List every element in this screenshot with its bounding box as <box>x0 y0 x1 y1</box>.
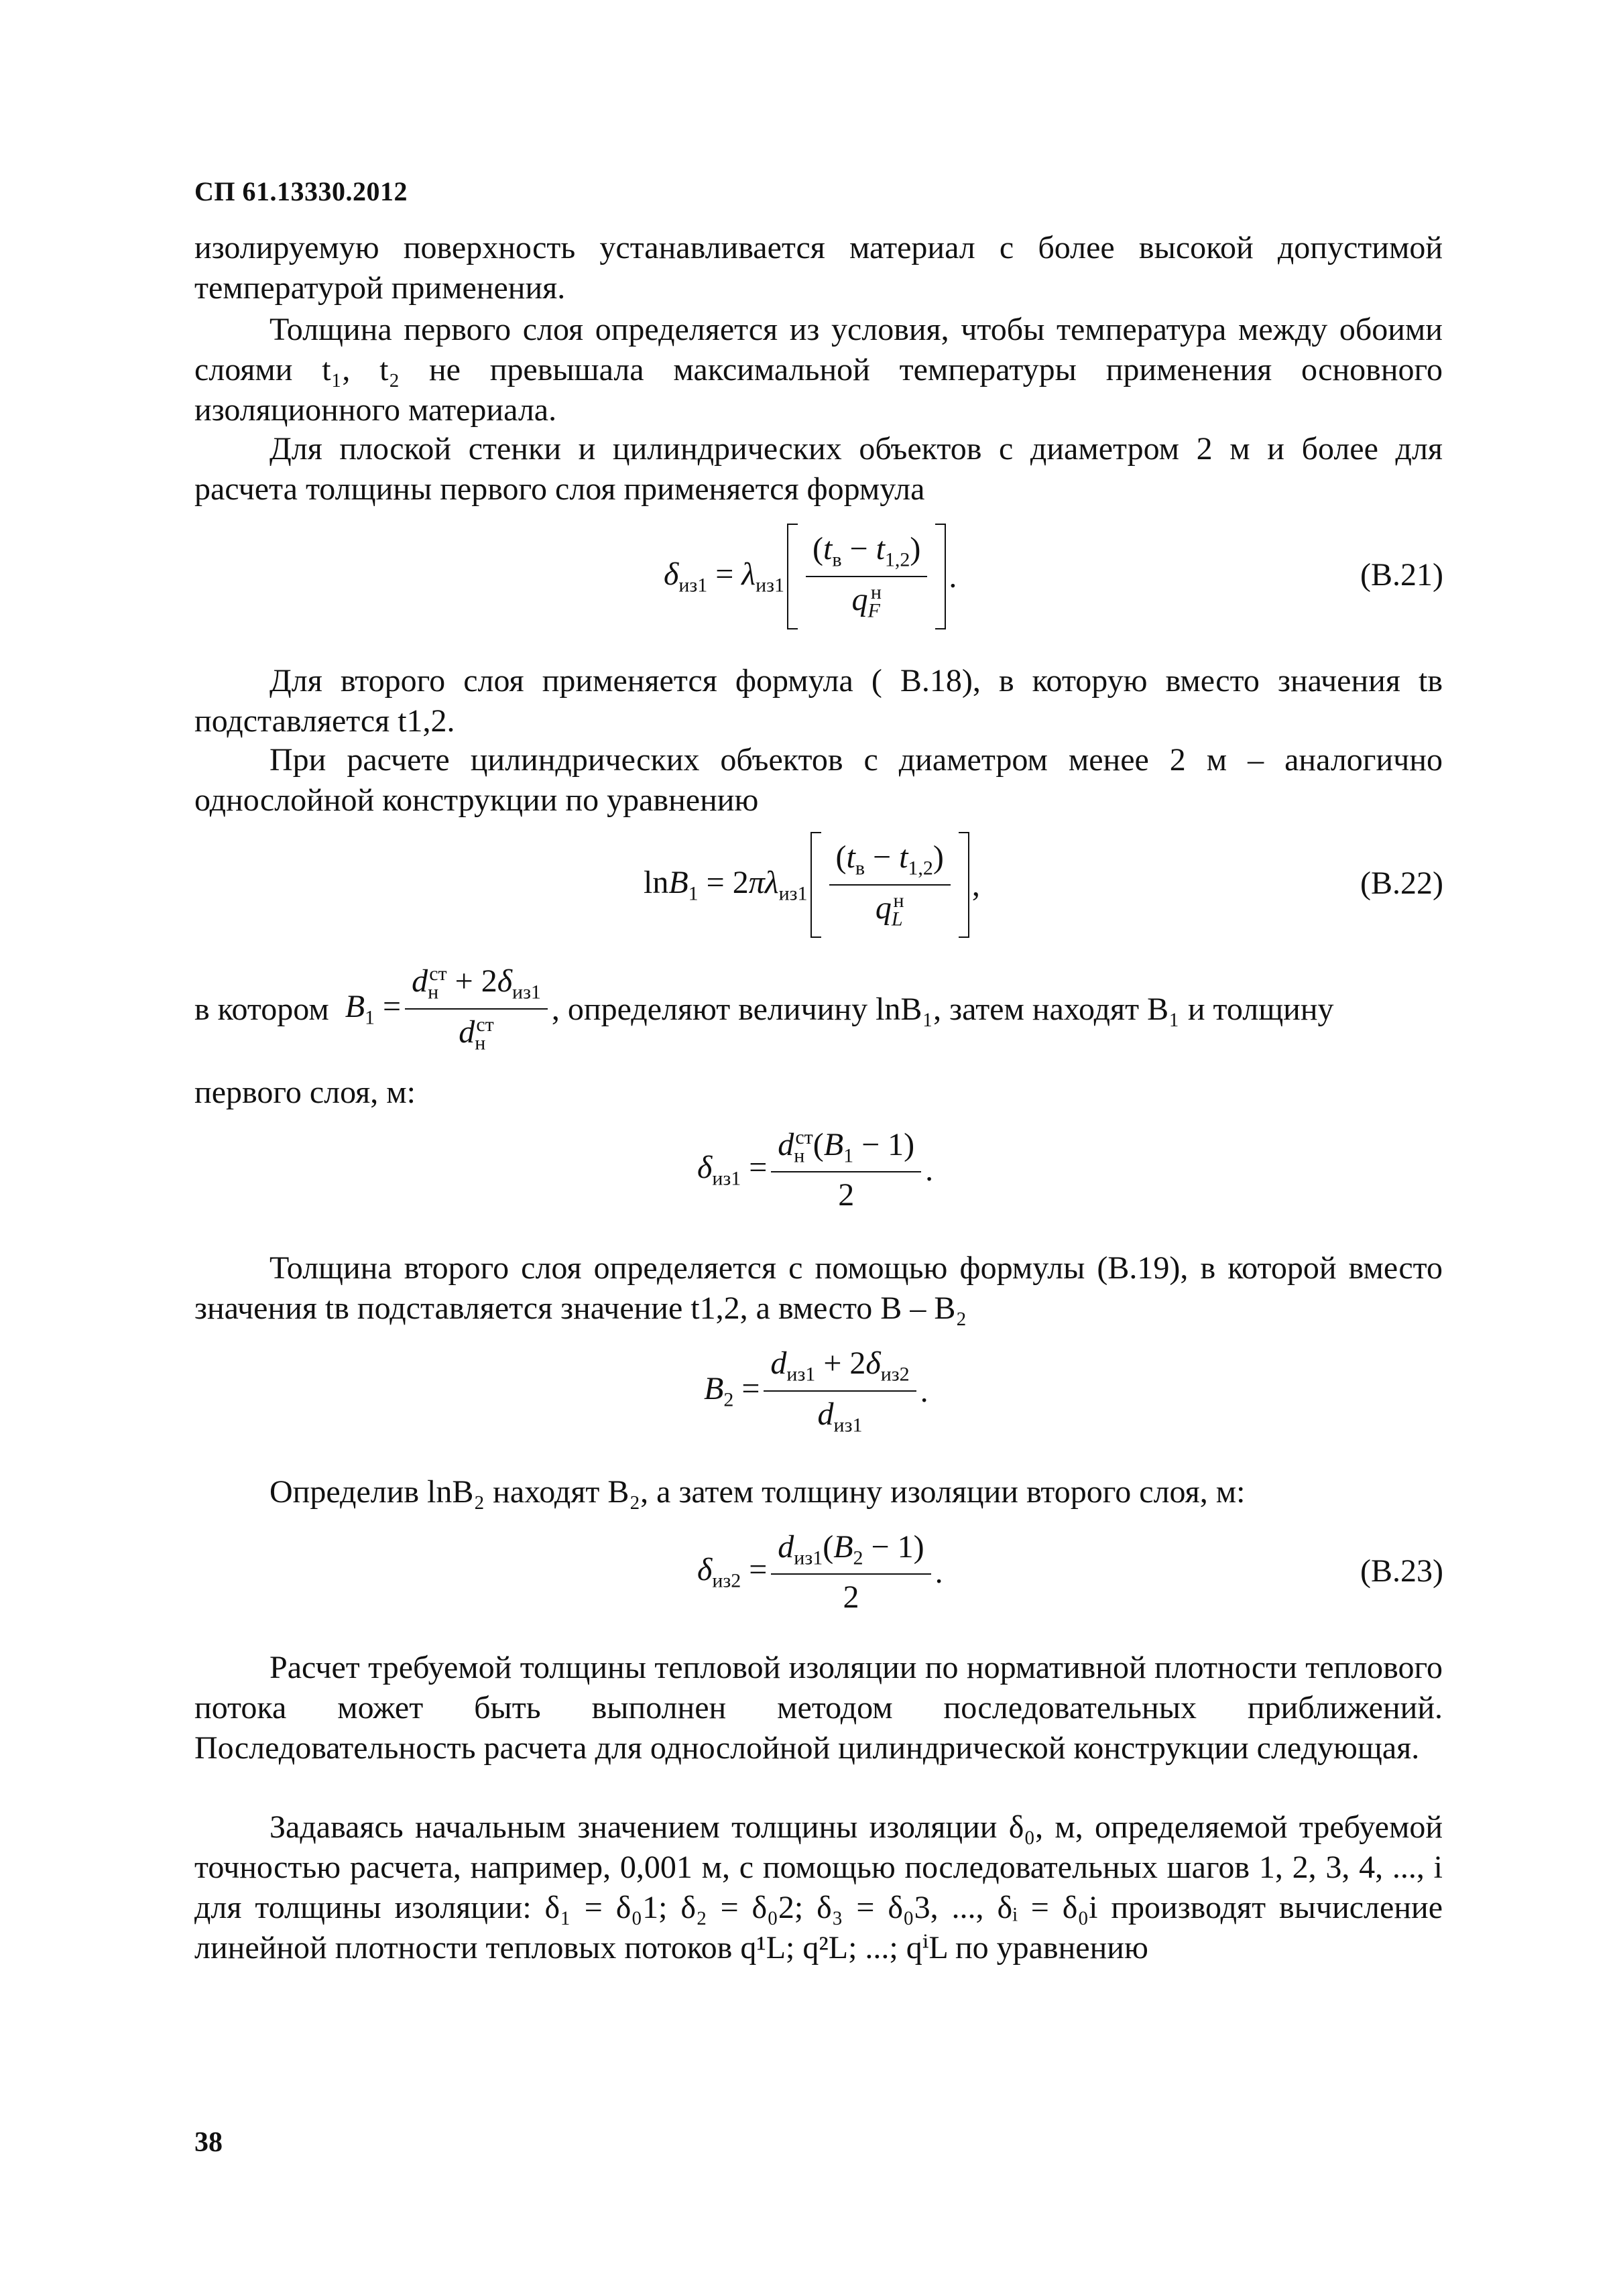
formula-b22-number: (В.22) <box>1360 865 1443 901</box>
formula-b22-expression: $\ln B_1 = 2\pi\lambda_{из1}$ $\frac{(t_в - t_{1,2})}{q_L^н}$ , <box>644 839 980 930</box>
paragraph-7: Толщина второго слоя определяется с помощью формулы (В.19), в которой вместо значения tв подставляется значение t1,2, а вместо B – B₂ <box>194 1250 1443 1326</box>
formula-b21 <box>0 530 1623 623</box>
formula-b21-number: (В.21) <box>1360 557 1443 593</box>
document-code-header: СП 61.13330.2012 <box>194 176 408 206</box>
formula-b22 <box>0 838 1623 932</box>
b1-fraction: $\frac{d_н^{ст} + 2\delta_{из1}}{d_н^{ст}}$ <box>405 963 548 1054</box>
paragraph-6-continued: первого слоя, м: <box>194 1075 416 1110</box>
formula-b23-number: (В.23) <box>1360 1553 1443 1589</box>
inline-b1-definition: в котором $B_1$ = $\frac{d_н^{ст} + 2\delta_{из1}}{d_н^{ст}}$ , определяют величину lnB₁, затем находят B₁ и толщину <box>194 963 1334 1054</box>
inline-text-after: , определяют величину lnB₁, затем находят B₁ и толщину <box>551 991 1334 1027</box>
formula-b21-expression: $\delta_{из1} = \lambda_{из1}$ $\frac{(t_в - t_{1,2})}{q_F^н}$ . <box>664 531 957 622</box>
formula-b23 <box>0 1528 1623 1616</box>
paragraph-3: Для плоской стенки и цилиндрических объектов с диаметром 2 м и более для расчета толщины первого слоя применяется формула <box>194 431 1443 507</box>
formula-b2-expression: $B_2$ = $\frac{d_{из1} + 2\delta_{из2}}{d_{из1}}$ . <box>704 1345 928 1437</box>
paragraph-8: Определив lnB₂ находят B₂, а затем толщину изоляции второго слоя, м: <box>269 1474 1246 1510</box>
paragraph-2: Толщина первого слоя определяется из условия, чтобы температура между обоими слоями t₁, t₂ не превышала максимальной температуры применения основного изоляционного материала. <box>194 312 1443 428</box>
formula-delta-iz1 <box>0 1126 1623 1213</box>
inline-text-before: в котором <box>194 991 329 1027</box>
paragraph-5: При расчете цилиндрических объектов с диаметром менее 2 м – аналогично однослойной конструкции по уравнению <box>194 742 1443 818</box>
page-number: 38 <box>194 2127 223 2158</box>
paragraph-10: Задаваясь начальным значением толщины изоляции δ₀, м, определяемой требуемой точностью расчета, например, 0,001 м, с помощью последовательных шагов 1, 2, 3, 4, ..., i для толщины изоляции: δ₁ = δ₀1; δ₂ = δ₀2; δ₃ = δ₀3, ..., δᵢ = δ₀i производят вычисление линейной плотности тепловых потоков q¹L; q²L; ...; qⁱL по уравнению <box>194 1809 1443 1966</box>
paragraph-4: Для второго слоя применяется формула ( В.18), в которую вместо значения tв подставляется t1,2. <box>194 663 1443 739</box>
paragraph-9: Расчет требуемой толщины тепловой изоляции по нормативной плотности теплового потока может быть выполнен методом последовательных приближений. Последовательность расчета для однослойной цилиндрической конструкции следующая. <box>194 1650 1443 1766</box>
formula-b23-expression: $\delta_{из2}$ = $\frac{d_{из1}(B_2 - 1)}{2}$ . <box>697 1528 943 1616</box>
paragraph-1: изолируемую поверхность устанавливается материал с более высокой допустимой температурой применения. <box>194 230 1443 306</box>
formula-delta-iz1-expression: $\delta_{из1}$ = $\frac{d_н^{ст}(B_1 - 1)}{2}$ . <box>697 1126 934 1213</box>
formula-b2 <box>0 1347 1623 1435</box>
